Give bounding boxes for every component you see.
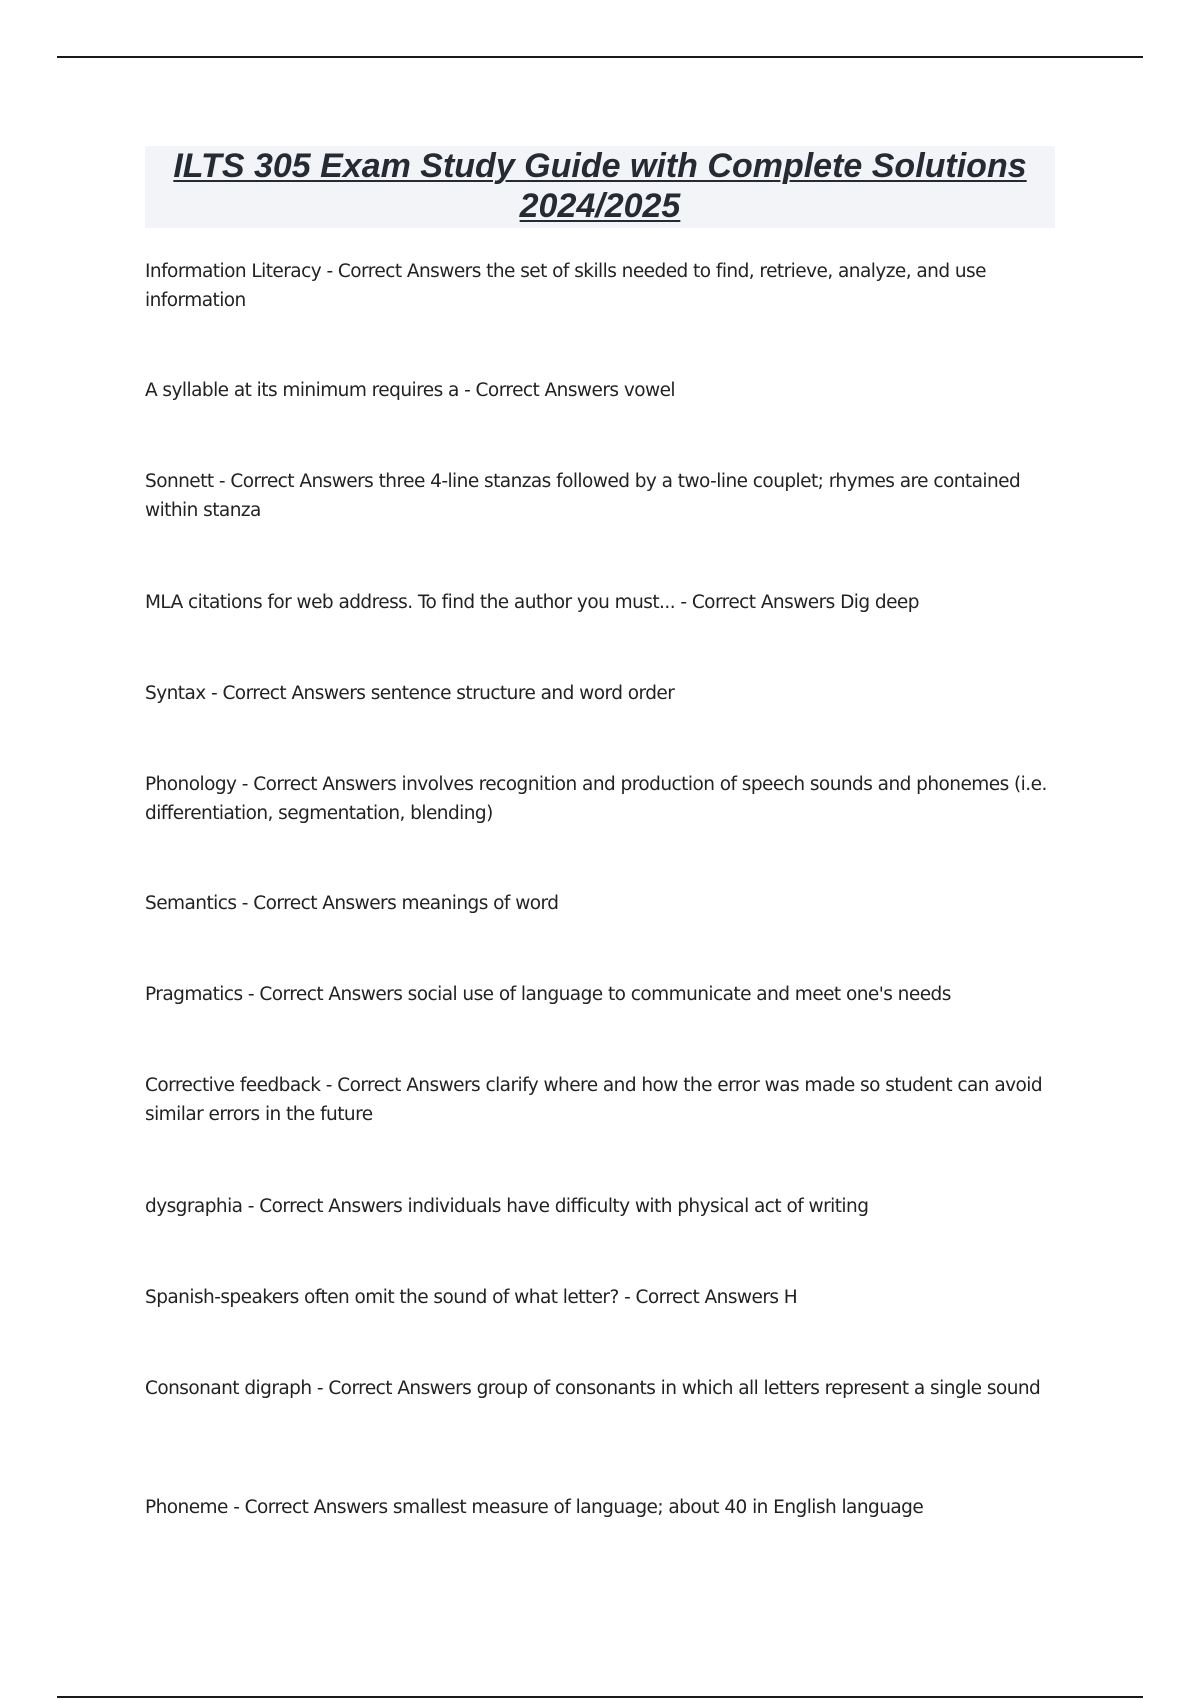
qa-entry: Phoneme - Correct Answers smallest measure of language; about 40 in English language [145, 1497, 924, 1518]
qa-entry: Semantics - Correct Answers meanings of word [145, 893, 559, 914]
qa-entry: Sonnett - Correct Answers three 4-line stanzas followed by a two-line couplet; rhymes are contained within stanza [145, 471, 1021, 521]
qa-entry: A syllable at its minimum requires a - Correct Answers vowel [145, 380, 675, 401]
qa-entry: dysgraphia - Correct Answers individuals have difficulty with physical act of writing [145, 1196, 869, 1217]
qa-entry: Consonant digraph - Correct Answers group of consonants in which all letters represent a single sound [145, 1378, 1041, 1399]
qa-entry: Corrective feedback - Correct Answers clarify where and how the error was made so student can avoid similar errors in the future [145, 1075, 1043, 1125]
qa-entry: Spanish-speakers often omit the sound of what letter? - Correct Answers H [145, 1287, 798, 1308]
qa-entry: Pragmatics - Correct Answers social use of language to communicate and meet one's needs [145, 984, 951, 1005]
document-title: ILTS 305 Exam Study Guide with Complete Solutions 2024/2025 [173, 147, 1027, 225]
top-rule [57, 56, 1143, 58]
qa-entry: MLA citations for web address. To find the author you must... - Correct Answers Dig deep [145, 592, 919, 613]
bottom-rule [57, 1696, 1143, 1698]
qa-entry: Phonology - Correct Answers involves recognition and production of speech sounds and phonemes (i.e. differentiation, segmentation, blending) [145, 774, 1047, 824]
qa-entry: Syntax - Correct Answers sentence structure and word order [145, 683, 675, 704]
qa-entry: Information Literacy - Correct Answers the set of skills needed to find, retrieve, analyze, and use information [145, 261, 986, 311]
